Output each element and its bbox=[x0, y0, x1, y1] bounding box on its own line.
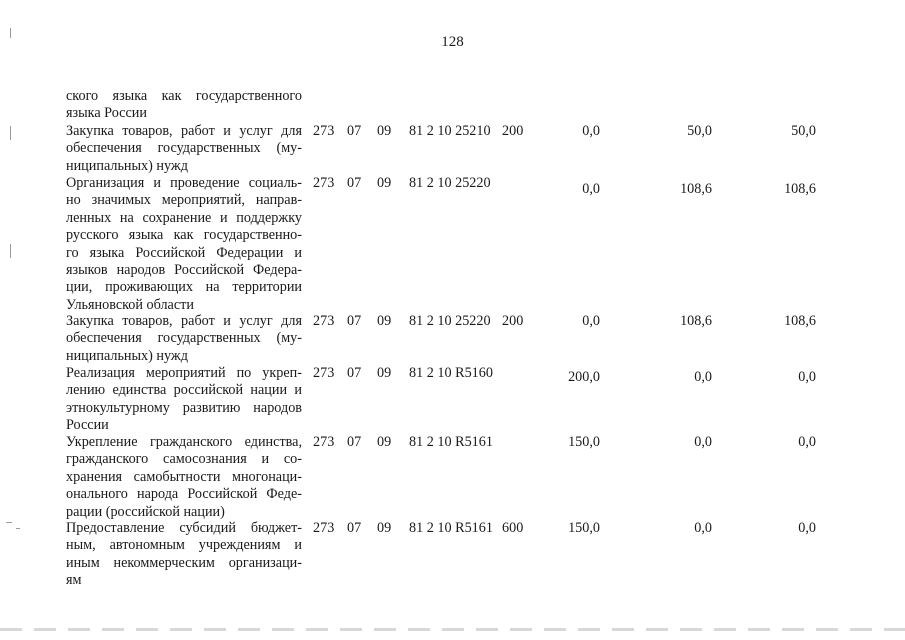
amount-year-1: 150,0 bbox=[568, 520, 600, 536]
target-article: 81 2 10 R5161 bbox=[409, 520, 493, 536]
subsection-code: 09 bbox=[377, 365, 392, 381]
amount-year-2: 0,0 bbox=[694, 369, 712, 385]
description-line: ным, автономным учреждениям и bbox=[66, 537, 302, 554]
description-line: ленных на сохранение и поддержку bbox=[66, 209, 302, 226]
amount-year-3: 50,0 bbox=[791, 123, 816, 139]
section-code: 07 bbox=[347, 313, 362, 329]
amount-year-1: 0,0 bbox=[582, 313, 600, 329]
description-line: России bbox=[66, 417, 109, 434]
target-article: 81 2 10 25220 bbox=[409, 175, 491, 191]
subsection-code: 09 bbox=[377, 434, 392, 450]
amount-year-1: 0,0 bbox=[582, 123, 600, 139]
section-code: 07 bbox=[347, 365, 362, 381]
subsection-code: 09 bbox=[377, 175, 392, 191]
description-line: Предоставление субсидий бюджет- bbox=[66, 520, 302, 536]
amount-year-3: 0,0 bbox=[798, 520, 816, 536]
description-line: Организация и проведение социаль- bbox=[66, 175, 302, 191]
description-line: гражданского самосознания и со- bbox=[66, 451, 302, 468]
admin-code: 273 bbox=[313, 123, 335, 139]
amount-year-3: 108,6 bbox=[784, 313, 816, 329]
description-line: ниципальных) нужд bbox=[66, 347, 188, 364]
description-line: Закупка товаров, работ и услуг для bbox=[66, 313, 302, 329]
description-line: ям bbox=[66, 572, 82, 589]
amount-year-2: 0,0 bbox=[694, 520, 712, 536]
amount-year-1: 200,0 bbox=[568, 369, 600, 385]
subsection-code: 09 bbox=[377, 123, 392, 139]
target-article: 81 2 10 25210 bbox=[409, 123, 491, 139]
description-line: ниципальных) нужд bbox=[66, 157, 188, 174]
scan-mark bbox=[16, 528, 20, 529]
description-line: языка России bbox=[66, 105, 147, 122]
description-line: ции, проживающих на территории bbox=[66, 279, 302, 296]
row-description bbox=[66, 365, 302, 435]
description-line: лению единства российской нации и bbox=[66, 382, 302, 399]
amount-year-2: 50,0 bbox=[687, 123, 712, 139]
amount-year-3: 0,0 bbox=[798, 434, 816, 450]
description-line: Закупка товаров, работ и услуг для bbox=[66, 123, 302, 139]
scan-mark bbox=[6, 522, 12, 523]
admin-code: 273 bbox=[313, 175, 335, 191]
target-article: 81 2 10 25220 bbox=[409, 313, 491, 329]
row-description bbox=[66, 434, 302, 521]
description-line: Реализация мероприятий по укреп- bbox=[66, 365, 302, 381]
description-line: иным некоммерческим организаци- bbox=[66, 554, 302, 571]
row-description bbox=[66, 175, 302, 314]
description-line: Укрепление гражданского единства, bbox=[66, 434, 302, 450]
target-article: 81 2 10 R5160 bbox=[409, 365, 493, 381]
row-description bbox=[66, 123, 302, 175]
amount-year-2: 108,6 bbox=[680, 313, 712, 329]
description-line: языков народов Российской Федера- bbox=[66, 261, 302, 278]
subsection-code: 09 bbox=[377, 313, 392, 329]
scan-mark bbox=[10, 126, 11, 140]
subsection-code: 09 bbox=[377, 520, 392, 536]
amount-year-3: 0,0 bbox=[798, 369, 816, 385]
page-number: 128 bbox=[441, 34, 464, 50]
description-line: Ульяновской области bbox=[66, 296, 194, 313]
section-code: 07 bbox=[347, 123, 362, 139]
amount-year-3: 108,6 bbox=[784, 181, 816, 197]
expense-type: 600 bbox=[502, 520, 524, 536]
description-line: русского языка как государственно- bbox=[66, 227, 302, 244]
admin-code: 273 bbox=[313, 313, 335, 329]
section-code: 07 bbox=[347, 175, 362, 191]
scan-edge bbox=[0, 628, 905, 631]
admin-code: 273 bbox=[313, 434, 335, 450]
row-description bbox=[66, 88, 302, 123]
admin-code: 273 bbox=[313, 520, 335, 536]
description-line: го языка Российской Федерации и bbox=[66, 244, 302, 261]
scan-mark bbox=[10, 28, 11, 38]
section-code: 07 bbox=[347, 520, 362, 536]
description-line: онального народа Российской Феде- bbox=[66, 486, 302, 503]
description-line: но значимых мероприятий, направ- bbox=[66, 192, 302, 209]
description-line: хранения самобытности многонаци- bbox=[66, 468, 302, 485]
description-line: ского языка как государственного bbox=[66, 88, 302, 104]
expense-type: 200 bbox=[502, 123, 524, 139]
description-line: обеспечения государственных (му- bbox=[66, 330, 302, 347]
row-description bbox=[66, 313, 302, 365]
description-line: этнокультурному развитию народов bbox=[66, 399, 302, 416]
row-description bbox=[66, 520, 302, 590]
admin-code: 273 bbox=[313, 365, 335, 381]
description-line: обеспечения государственных (му- bbox=[66, 140, 302, 157]
scan-mark bbox=[10, 244, 11, 258]
amount-year-1: 0,0 bbox=[582, 181, 600, 197]
expense-type: 200 bbox=[502, 313, 524, 329]
amount-year-2: 108,6 bbox=[680, 181, 712, 197]
target-article: 81 2 10 R5161 bbox=[409, 434, 493, 450]
amount-year-2: 0,0 bbox=[694, 434, 712, 450]
section-code: 07 bbox=[347, 434, 362, 450]
description-line: рации (российской нации) bbox=[66, 503, 225, 520]
amount-year-1: 150,0 bbox=[568, 434, 600, 450]
